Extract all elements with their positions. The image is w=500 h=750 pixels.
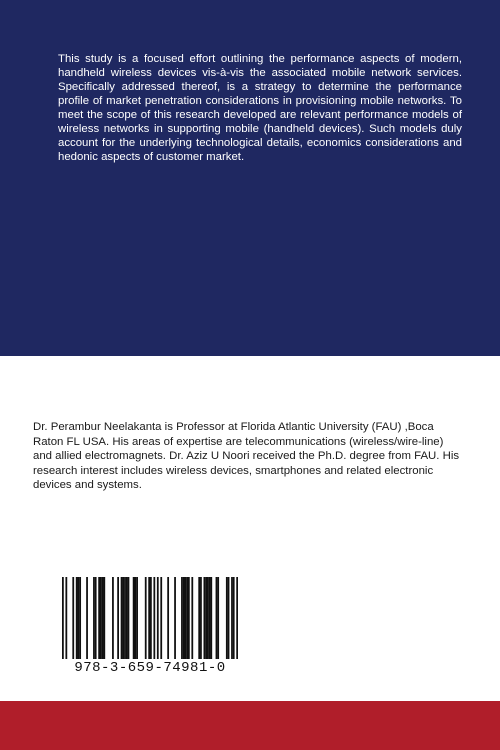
barcode-bar — [121, 577, 123, 659]
barcode-bar — [203, 577, 205, 659]
barcode-bar — [136, 577, 138, 659]
barcode-bar — [93, 577, 95, 659]
barcode-bar — [205, 577, 207, 659]
barcode-bar — [185, 577, 187, 659]
cover-bottom-band — [0, 701, 500, 750]
isbn-barcode — [62, 577, 238, 659]
barcode-bar — [72, 577, 74, 659]
barcode-bar — [78, 577, 80, 659]
barcode-bar — [122, 577, 124, 659]
isbn-number: 978-3-659-74981-0 — [74, 660, 226, 676]
barcode-bar — [145, 577, 147, 659]
barcode-bar — [209, 577, 211, 659]
barcode-bar — [76, 577, 78, 659]
barcode-bar — [103, 577, 105, 659]
barcode-bar — [117, 577, 119, 659]
barcode-bar — [186, 577, 188, 659]
barcode-bar — [174, 577, 176, 659]
cover-top-panel — [0, 0, 500, 356]
barcode-bar — [198, 577, 200, 659]
barcode-bar — [86, 577, 88, 659]
barcode-bar — [102, 577, 104, 659]
barcode-bar — [65, 577, 67, 659]
barcode-bar — [62, 577, 64, 659]
barcode-bar — [124, 577, 126, 659]
barcode-bar — [126, 577, 128, 659]
barcode-bar — [100, 577, 102, 659]
barcode-bar — [79, 577, 81, 659]
barcode-bar — [167, 577, 169, 659]
barcode-bar — [216, 577, 218, 659]
barcode-bar — [148, 577, 150, 659]
barcode-block — [56, 567, 244, 685]
abstract-text: This study is a focused effort outlining the performance aspects of modern, handheld wireless devices vis-à-vis the associated mobile network services. Specifically addressed thereof, is a strategy to determine the performance profile of market penetration considerations in provisioning mobile networks. To meet the scope of this research developed are relevant performance models of wireless networks in supporting mobile (handheld devices). Such models duly account for the underlying technological details, economics considerations and hedonic aspects of customer market. — [58, 53, 462, 163]
barcode-bar — [191, 577, 193, 659]
barcode-bar — [233, 577, 235, 659]
barcode-bar — [133, 577, 135, 659]
barcode-bar — [98, 577, 100, 659]
barcode-bar — [157, 577, 159, 659]
barcode-bar — [200, 577, 202, 659]
author-bio: Dr. Perambur Neelakanta is Professor at Florida Atlantic University (FAU) ,Boca Raton FL USA. His areas of expertise are telecommunications (wireless/wire-line) and allied electromagnets. Dr. Aziz U Noori received the Ph.D. degree from FAU. His research interest includes wireless devices, smartphones and related electronic devices and systems. — [33, 421, 460, 492]
barcode-bar — [181, 577, 183, 659]
barcode-bar — [226, 577, 228, 659]
barcode-bar — [150, 577, 152, 659]
barcode-bar — [134, 577, 136, 659]
barcode-bar — [188, 577, 190, 659]
barcode-bar — [228, 577, 230, 659]
barcode-bar — [183, 577, 185, 659]
barcode-bar — [207, 577, 209, 659]
barcode-bar — [153, 577, 155, 659]
barcode-bar — [128, 577, 130, 659]
barcode-bar — [95, 577, 97, 659]
barcode-bar — [160, 577, 162, 659]
barcode-bar — [217, 577, 219, 659]
barcode-bar — [231, 577, 233, 659]
barcode-bar — [112, 577, 114, 659]
barcode-bar — [236, 577, 238, 659]
barcode-bar — [210, 577, 212, 659]
